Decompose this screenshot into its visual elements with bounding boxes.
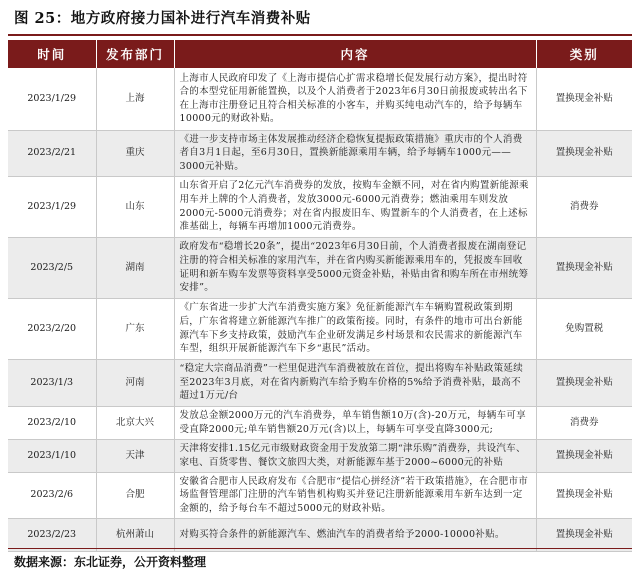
cell-content: 安徽省合肥市人民政府发布《合肥市“提信心拼经济”若干政策措施》，在合肥市市场监督管理部门注册的汽车销售机构购买并登记注册新能源乘用车新车达到一定金额的，给予每台车不超过5000元的财政补贴。: [174, 472, 536, 518]
cell-type: 置换现金补贴: [536, 439, 632, 472]
cell-content: “稳定大宗商品消费”一栏里促进汽车消费被放在首位，提出将购车补贴政策延续至2023年3月底，对在省内新购汽车给予购车价格的5%给予消费补贴，最高不超过1万元/台: [174, 359, 536, 406]
table-row: [8, 518, 632, 551]
cell-type: 消费券: [536, 406, 632, 439]
cell-content: 山东省开启了2亿元汽车消费券的发放，按购车金额不同，对在省内购置新能源乘用车并上牌的个人消费者，发放3000元-6000元消费券；燃油乘用车则发放2000元-5000元消费券；对在省内报废旧车、购置新车的个人消费者，在上述标准基础上，每辆车再增加1000元消费券。: [174, 176, 536, 237]
title-divider: [8, 34, 632, 36]
cell-dept: 山东: [96, 176, 174, 237]
cell-content: 《广东省进一步扩大汽车消费实施方案》免征新能源汽车车辆购置税政策到期后，广东省将建立新能源汽车推广的政策衔接。同时，有条件的地市可出台新能源汽车下乡支持政策，鼓励汽车企业研发满足乡村场景和农民需求的新能源汽车车型，组织开展新能源汽车下乡“惠民”活动。: [174, 298, 536, 359]
header-time: 时间: [8, 40, 96, 68]
cell-time: 2023/2/10: [8, 406, 96, 439]
cell-content: 对购买符合条件的新能源汽车、燃油汽车的消费者给予2000-10000补贴。: [174, 518, 536, 551]
cell-type: 免购置税: [536, 298, 632, 359]
cell-dept: 重庆: [96, 130, 174, 176]
table-row: [8, 176, 632, 237]
cell-dept: 河南: [96, 359, 174, 406]
bottom-divider: [8, 548, 632, 549]
table-row: [8, 406, 632, 439]
data-source: 数据来源：东北证券，公开资料整理: [14, 555, 207, 569]
cell-content: 发放总金额2000万元的汽车消费券，单车销售额10万(含)-20万元，每辆车可享受直降2000元;单车销售额20万元(含)以上，每辆车可享受直降3000元;: [174, 406, 536, 439]
figure-title: 图 25：地方政府接力国补进行汽车消费补贴: [14, 10, 311, 27]
cell-content: 《进一步支持市场主体发展推动经济企稳恢复提振政策措施》重庆市的个人消费者自3月1日起，至6月30日，置换新能源乘用车辆，给予每辆车1000元——3000元补贴。: [174, 130, 536, 176]
cell-dept: 广东: [96, 298, 174, 359]
table-header-row: [8, 40, 632, 68]
cell-type: 置换现金补贴: [536, 237, 632, 298]
cell-time: 2023/1/29: [8, 68, 96, 130]
table-row: [8, 130, 632, 176]
cell-content: 天津将安排1.15亿元市级财政资金用于发放第二期“津乐购”消费券，共设汽车、家电、百货零售、餐饮文旅四大类，对新能源车基于2000~6000元的补贴: [174, 439, 536, 472]
cell-type: 置换现金补贴: [536, 518, 632, 551]
cell-type: 置换现金补贴: [536, 130, 632, 176]
cell-dept: 合肥: [96, 472, 174, 518]
cell-dept: 上海: [96, 68, 174, 130]
cell-type: 置换现金补贴: [536, 68, 632, 130]
table-row: [8, 298, 632, 359]
cell-dept: 天津: [96, 439, 174, 472]
cell-time: 2023/1/29: [8, 176, 96, 237]
cell-content: 上海市人民政府印发了《上海市提信心扩需求稳增长促发展行动方案》，提出时符合的本型党征用新能置换，以及个人消费者于2023年6月30日前报废或转出名下在上海市注册登记且符合相关标准的小客车，并购买纯电动汽车的，给予每辆车10000元的财政补贴。: [174, 68, 536, 130]
cell-dept: 杭州萧山: [96, 518, 174, 551]
cell-time: 2023/2/5: [8, 237, 96, 298]
table-row: [8, 68, 632, 130]
cell-time: 2023/1/10: [8, 439, 96, 472]
cell-content: 政府发布“稳增长20条”，提出“2023年6月30日前，个人消费者报废在湖南登记注册的符合相关标准的家用汽车，并在省内购买新能源乘用车的，凭报废车回收证明和新车购车发票等资料享受5000元资金补贴，补贴由省和购车所在市州统筹安排”。: [174, 237, 536, 298]
cell-type: 置换现金补贴: [536, 359, 632, 406]
cell-time: 2023/2/6: [8, 472, 96, 518]
table-row: [8, 237, 632, 298]
cell-dept: 北京大兴: [96, 406, 174, 439]
cell-dept: 湖南: [96, 237, 174, 298]
cell-time: 2023/2/21: [8, 130, 96, 176]
table-row: [8, 472, 632, 518]
subsidy-table: [8, 40, 632, 552]
table-row: [8, 439, 632, 472]
cell-time: 2023/2/20: [8, 298, 96, 359]
cell-time: 2023/2/23: [8, 518, 96, 551]
cell-time: 2023/1/3: [8, 359, 96, 406]
header-content: 内容: [174, 40, 536, 68]
header-dept: 发布部门: [96, 40, 174, 68]
header-type: 类别: [536, 40, 632, 68]
cell-type: 置换现金补贴: [536, 472, 632, 518]
table-row: [8, 359, 632, 406]
cell-type: 消费券: [536, 176, 632, 237]
